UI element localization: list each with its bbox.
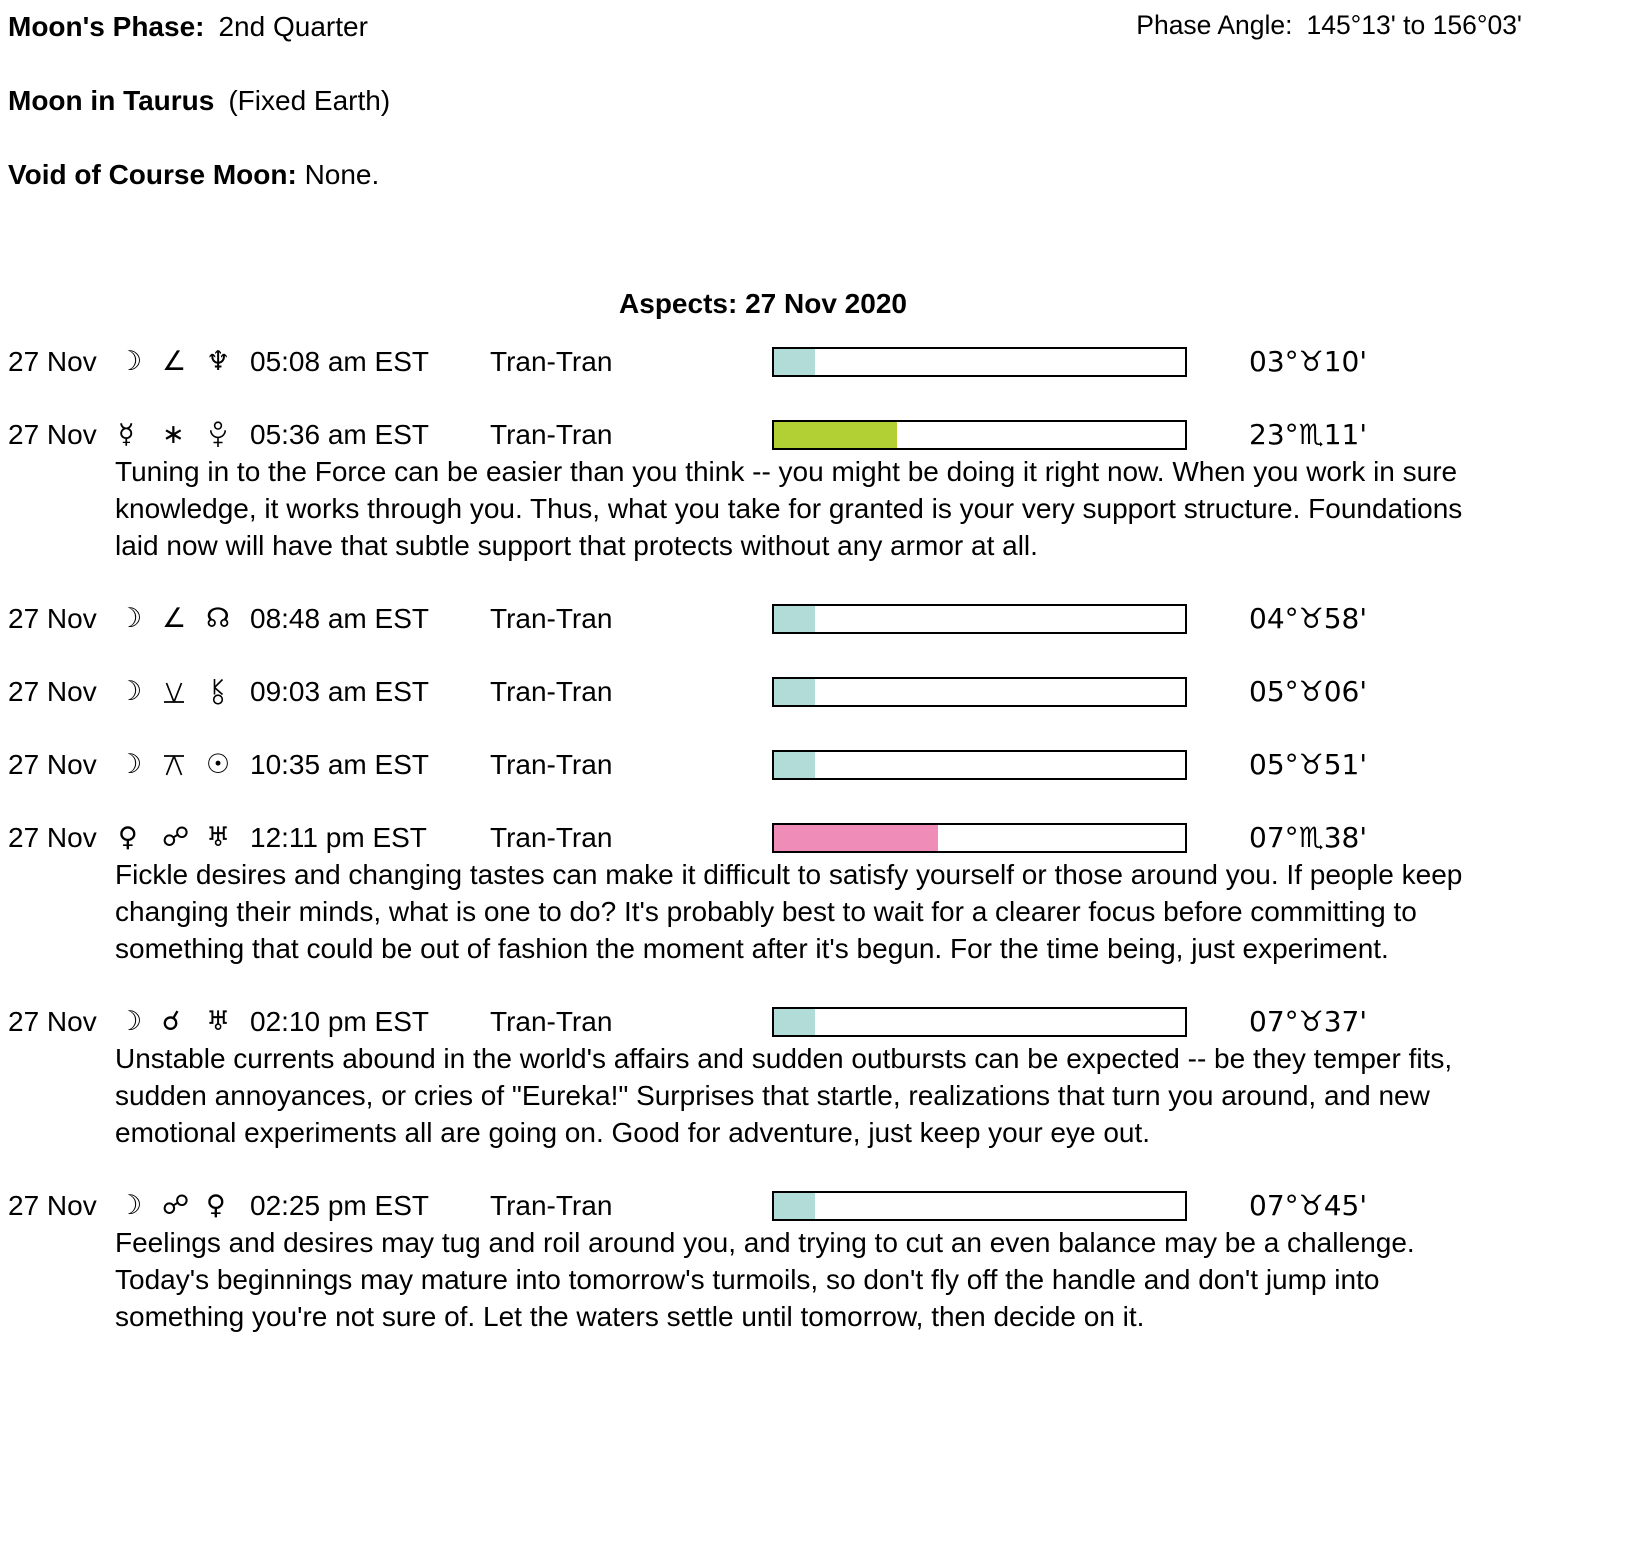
aspect-row: [8, 1003, 1634, 1040]
aspect-date: 27 Nov: [8, 1006, 97, 1037]
north-node-glyph: ☊: [206, 603, 230, 634]
orb-bar-fill: [774, 825, 938, 851]
aspect-row: [8, 416, 1634, 453]
moon-glyph: ☽: [118, 1190, 143, 1221]
aspect-date: 27 Nov: [8, 603, 97, 634]
aspect-block: [8, 600, 1634, 637]
void-of-course-value: None.: [304, 159, 380, 190]
moon-sign-note: (Fixed Earth): [228, 85, 391, 116]
opposition-glyph: ☍: [162, 822, 190, 853]
aspect-interpretation: Unstable currents abound in the world's affairs and sudden outbursts can be expected -- be they temper fits, sudden annoyances, or cries of "Eureka!" Surprises that startle, realizations that turn you around, and new emotional experiments all are going on. Good for adventure, just keep your eye out.: [115, 1043, 1453, 1148]
uranus-glyph: ♅: [206, 1006, 231, 1037]
aspect-time: 12:11 pm EST: [250, 822, 427, 853]
aspect-glyphs: [118, 343, 250, 380]
aspect-row: [8, 1187, 1634, 1224]
orb-bar-fill: [774, 1193, 815, 1219]
aspect-position: 05°♉51': [1249, 748, 1368, 781]
quincunx-glyph: [162, 746, 206, 783]
orb-bar: [772, 1191, 1187, 1221]
venus-glyph: ♀: [206, 1190, 226, 1221]
aspect-row: [8, 673, 1634, 710]
void-of-course-line: [8, 156, 1634, 193]
orb-bar: [772, 604, 1187, 634]
phase-angle-label: Phase Angle:: [1136, 10, 1293, 40]
moon-glyph: ☽: [118, 676, 143, 707]
conjunction-glyph: ☌: [162, 1006, 181, 1037]
aspect-type: Tran-Tran: [490, 1190, 613, 1221]
aspect-block: [8, 673, 1634, 710]
orb-bar: [772, 823, 1187, 853]
aspect-time: 10:35 am EST: [250, 749, 429, 780]
orb-bar-fill: [774, 349, 815, 375]
moon-glyph: ☽: [118, 749, 143, 780]
aspect-block: [8, 819, 1634, 967]
aspect-date: 27 Nov: [8, 822, 97, 853]
aspect-glyphs: [118, 416, 250, 453]
orb-bar: [772, 420, 1187, 450]
aspect-date: 27 Nov: [8, 749, 97, 780]
aspect-glyphs: [118, 1187, 250, 1224]
aspect-block: [8, 343, 1634, 380]
mercury-glyph: ☿: [118, 419, 135, 450]
moon-sign-label: Moon in Taurus: [8, 85, 215, 116]
aspect-interpretation: Tuning in to the Force can be easier than you think -- you might be doing it right now. When you work in sure knowledge, it works through you. Thus, what you take for granted is your very support structure. Foundations laid now will have that subtle support that protects without any armor at all.: [115, 456, 1463, 561]
orb-bar-fill: [774, 679, 815, 705]
aspect-row: [8, 746, 1634, 783]
aspect-position: 07°♉37': [1249, 1005, 1368, 1038]
orb-bar: [772, 750, 1187, 780]
orb-bar: [772, 677, 1187, 707]
moon-glyph: ☽: [118, 346, 143, 377]
aspect-time: 05:36 am EST: [250, 419, 429, 450]
moons-phase-value: 2nd Quarter: [218, 11, 368, 42]
aspect-interpretation: Fickle desires and changing tastes can make it difficult to satisfy yourself or those around you. If people keep changing their minds, what is one to do? It's probably best to wait for a clearer focus before committing to something that could be out of fashion the moment after it's begun. For the time being, just experiment.: [115, 859, 1463, 964]
aspect-type: Tran-Tran: [490, 603, 613, 634]
aspect-date: 27 Nov: [8, 346, 97, 377]
aspect-date: 27 Nov: [8, 419, 97, 450]
aspect-time: 09:03 am EST: [250, 676, 429, 707]
aspect-glyphs: [118, 746, 250, 783]
aspect-position: 05°♉06': [1249, 675, 1368, 708]
moon-glyph: ☽: [118, 1006, 143, 1037]
aspect-position: 04°♉58': [1249, 602, 1368, 635]
aspect-time: 05:08 am EST: [250, 346, 429, 377]
aspect-row: [8, 600, 1634, 637]
moons-phase-label: Moon's Phase:: [8, 11, 205, 42]
aspect-row: [8, 343, 1634, 380]
aspect-glyphs: [118, 673, 250, 710]
aspect-date: 27 Nov: [8, 1190, 97, 1221]
aspect-time: 08:48 am EST: [250, 603, 429, 634]
aspect-time: 02:10 pm EST: [250, 1006, 429, 1037]
neptune-glyph: ♆: [206, 346, 231, 377]
aspect-position: 07°♏38': [1249, 821, 1368, 854]
aspect-type: Tran-Tran: [490, 749, 613, 780]
aspect-position: 23°♏11': [1249, 418, 1368, 451]
aspect-type: Tran-Tran: [490, 676, 613, 707]
aspect-block: [8, 1187, 1634, 1335]
venus-glyph: ♀: [118, 822, 138, 853]
orb-bar-fill: [774, 422, 897, 448]
aspect-type: Tran-Tran: [490, 1006, 613, 1037]
uranus-glyph: ♅: [206, 822, 231, 853]
void-of-course-label: Void of Course Moon:: [8, 159, 297, 190]
orb-bar: [772, 347, 1187, 377]
aspect-block: [8, 416, 1634, 564]
aspect-interpretation: Feelings and desires may tug and roil around you, and trying to cut an even balance may be a challenge. Today's beginnings may mature into tomorrow's turmoils, so don't fly off the handle and don't jump into something you're not sure of. Let the waters settle until tomorrow, then decide on it.: [115, 1227, 1415, 1332]
chiron-glyph: [206, 673, 250, 710]
orb-bar-fill: [774, 1009, 815, 1035]
sun-glyph: ☉: [206, 749, 231, 780]
moon-sign-line: [8, 82, 1634, 119]
aspect-row: [8, 819, 1634, 856]
aspect-type: Tran-Tran: [490, 822, 613, 853]
moon-glyph: ☽: [118, 603, 143, 634]
aspect-date: 27 Nov: [8, 676, 97, 707]
aspect-position: 07°♉45': [1249, 1189, 1368, 1222]
aspect-glyphs: [118, 600, 250, 637]
orb-bar: [772, 1007, 1187, 1037]
phase-angle-value: 145°13' to 156°03': [1306, 10, 1522, 40]
aspect-glyphs: [118, 819, 250, 856]
orb-bar-fill: [774, 606, 815, 632]
aspect-block: [8, 1003, 1634, 1151]
aspect-position: 03°♉10': [1249, 345, 1368, 378]
aspect-glyphs: [118, 1003, 250, 1040]
aspect-time: 02:25 pm EST: [250, 1190, 429, 1221]
phase-angle: [1136, 10, 1522, 40]
aspect-block: [8, 746, 1634, 783]
sextile-glyph: ∗: [162, 419, 185, 450]
aspect-type: Tran-Tran: [490, 346, 613, 377]
aspects-title: Aspects: 27 Nov 2020: [619, 288, 907, 319]
opposition-glyph: ☍: [162, 1190, 190, 1221]
semi-sextile-glyph: [162, 673, 206, 710]
semi-square-glyph: ∠: [162, 346, 187, 377]
aspects-list: [8, 343, 1634, 1335]
pluto-glyph: [206, 416, 250, 453]
aspect-type: Tran-Tran: [490, 419, 613, 450]
semi-square-glyph: ∠: [162, 603, 187, 634]
orb-bar-fill: [774, 752, 815, 778]
